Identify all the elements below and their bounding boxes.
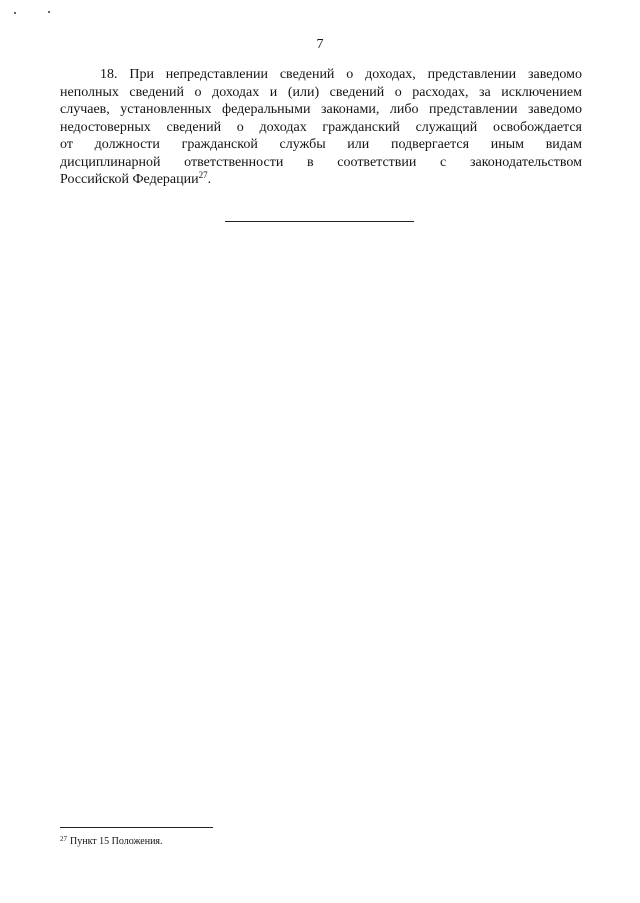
scan-speck xyxy=(14,12,16,14)
paragraph-line: дисциплинарной ответственности в соответствии с законодательством xyxy=(60,154,582,170)
paragraph-18 xyxy=(60,66,582,189)
paragraph-line: недостоверных сведений о доходах гражданский служащий освобождается xyxy=(60,119,582,135)
paragraph-line: неполных сведений о доходах и (или) сведений о расходах, за исключением xyxy=(60,84,582,100)
end-of-text-separator xyxy=(225,221,414,222)
footnote-reference: 27 xyxy=(198,171,208,180)
paragraph-line: случаев, установленных федеральными законами, либо представлении заведомо xyxy=(60,102,582,117)
paragraph-line: от должности гражданской службы или подвергается иным видам xyxy=(60,137,582,152)
page-number: 7 xyxy=(316,37,324,52)
footnote xyxy=(60,835,163,849)
footnote-text: Пункт 15 Положения. xyxy=(70,836,163,847)
scan-speck xyxy=(48,11,50,13)
footnote-separator xyxy=(60,827,213,828)
paragraph-end-punctuation: . xyxy=(207,172,212,187)
paragraph-line: 18. При непредставлении сведений о доходах, представлении заведомо xyxy=(100,67,582,82)
footnote-marker: 27 xyxy=(60,835,67,843)
paragraph-last-line xyxy=(60,171,582,189)
paragraph-last-line-text: Российской Федерации xyxy=(60,172,199,187)
